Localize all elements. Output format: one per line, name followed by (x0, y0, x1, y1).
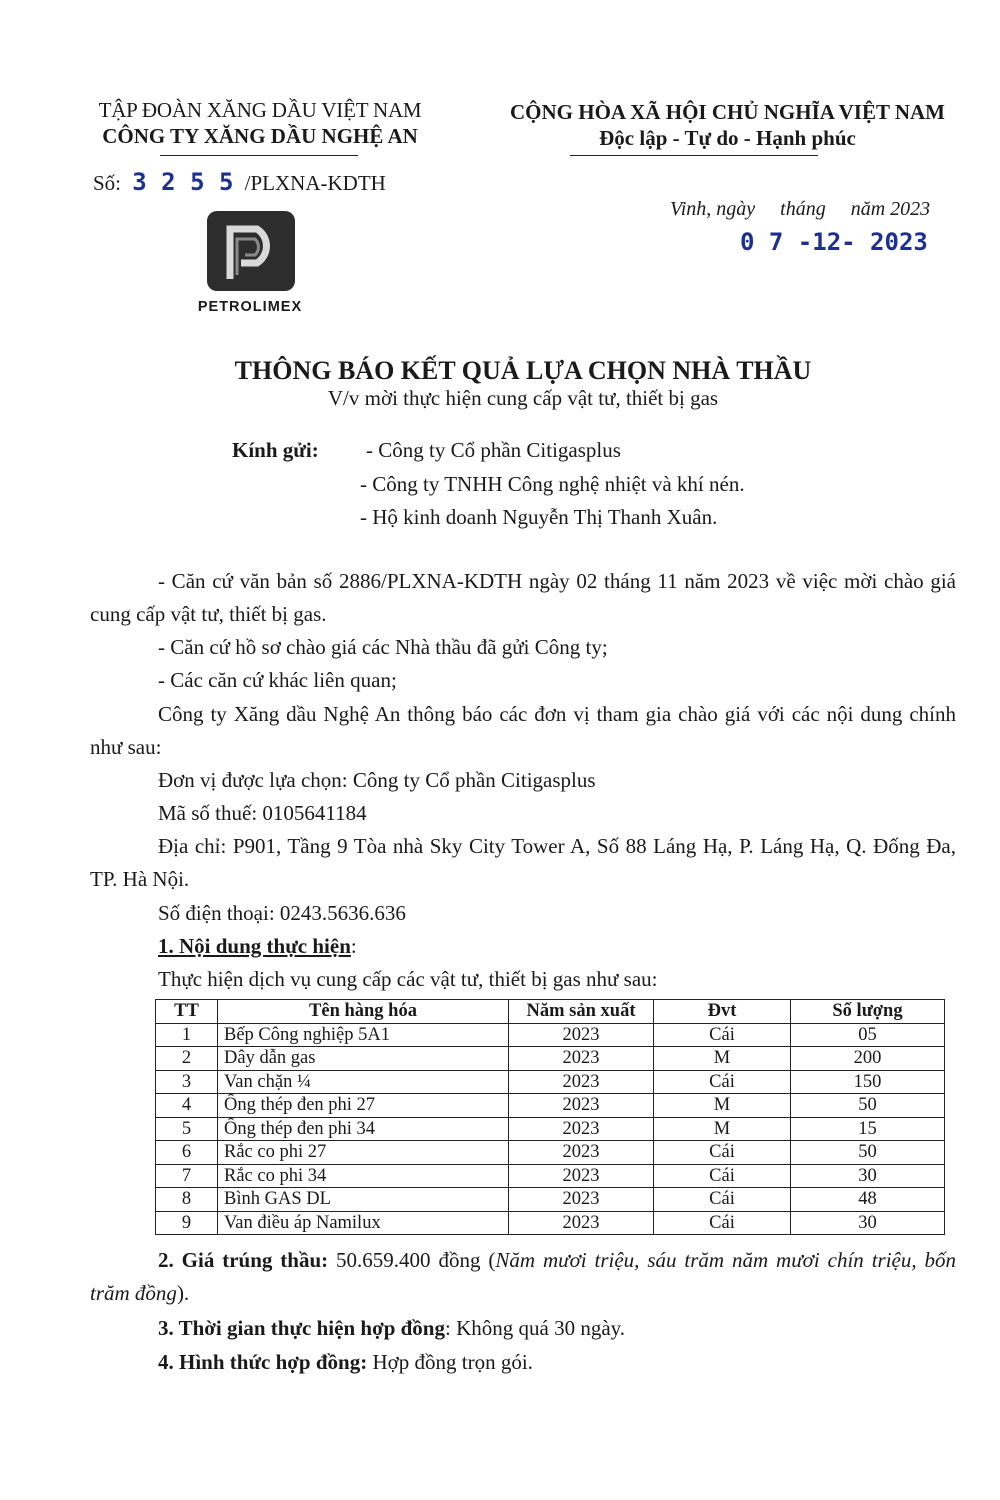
basis-paragraph-1: - Căn cứ văn bản số 2886/PLXNA-KDTH ngày 02 tháng 11 năm 2023 về việc mời chào giá cung cấp vật tư, thiết bị gas. (90, 569, 956, 626)
recipient-item: - Công ty TNHH Công nghệ nhiệt và khí nén. (360, 471, 745, 496)
petrolimex-logo-icon (185, 211, 315, 291)
cell-year: 2023 (509, 1211, 654, 1235)
cell-tt: 2 (156, 1047, 218, 1071)
table-row (156, 1094, 945, 1118)
cell-tt: 3 (156, 1070, 218, 1094)
section-2-winning-price (90, 1244, 956, 1310)
cell-unit: Cái (654, 1023, 791, 1047)
date-stamp: 0 7 -12- 2023 (740, 228, 928, 256)
intro-paragraph: Công ty Xăng dầu Nghệ An thông báo các đơn vị tham gia chào giá với các nội dung chính như sau: (90, 702, 956, 759)
cell-tt: 9 (156, 1211, 218, 1235)
table-row (156, 1047, 945, 1071)
cell-quantity: 50 (791, 1141, 945, 1165)
section-1-colon: : (350, 934, 357, 958)
ref-suffix: /PLXNA-KDTH (244, 171, 386, 195)
cell-item-name: Bình GAS DL (218, 1188, 509, 1212)
cell-year: 2023 (509, 1023, 654, 1047)
column-header-quantity: Số lượng (791, 1000, 945, 1024)
selected-contractor: Đơn vị được lựa chọn: Công ty Cổ phần Citigasplus (158, 768, 596, 792)
recipients-label: Kính gửi: (232, 438, 319, 462)
table-row (156, 1141, 945, 1165)
section-2-amount-words: Năm mươi triệu, sáu trăm năm mươi chín triệu, bốn trăm đồng (90, 1248, 957, 1305)
table-row (156, 1070, 945, 1094)
cell-year: 2023 (509, 1117, 654, 1141)
table-row (156, 1211, 945, 1235)
cell-quantity: 30 (791, 1164, 945, 1188)
document-title: THÔNG BÁO KẾT QUẢ LỰA CHỌN NHÀ THẦU (234, 356, 812, 385)
ref-prefix: Số: (93, 171, 122, 195)
cell-quantity: 15 (791, 1117, 945, 1141)
recipient-item: - Công ty Cổ phần Citigasplus (366, 438, 621, 462)
cell-item-name: Van điều áp Namilux (218, 1211, 509, 1235)
section-1-heading (90, 930, 956, 963)
cell-year: 2023 (509, 1164, 654, 1188)
recipient-item: - Hộ kinh doanh Nguyễn Thị Thanh Xuân. (360, 505, 718, 529)
cell-unit: Cái (654, 1164, 791, 1188)
ref-number-stamp: 3 2 5 5 (132, 168, 234, 196)
cell-unit: Cái (654, 1070, 791, 1094)
cell-year: 2023 (509, 1070, 654, 1094)
company-name: CÔNG TY XĂNG DẦU NGHỆ AN (102, 124, 418, 148)
cell-year: 2023 (509, 1141, 654, 1165)
contractor-address: Địa chỉ: P901, Tầng 9 Tòa nhà Sky City Tower A, Số 88 Láng Hạ, P. Láng Hạ, Q. Đống Đa, TP. Hà Nội. (90, 834, 956, 891)
nation-motto: Độc lập - Tự do - Hạnh phúc (599, 126, 856, 150)
cell-unit: Cái (654, 1211, 791, 1235)
contractor-phone: Số điện thoại: 0243.5636.636 (158, 901, 406, 925)
section-1-description: Thực hiện dịch vụ cung cấp các vật tư, thiết bị gas như sau: (158, 967, 658, 991)
section-3-label: 3. Thời gian thực hiện hợp đồng (158, 1316, 445, 1340)
section-2-end: ). (176, 1281, 190, 1305)
column-header-item-name: Tên hàng hóa (218, 1000, 509, 1024)
cell-tt: 8 (156, 1188, 218, 1212)
basis-paragraph-3: - Các căn cứ khác liên quan; (158, 668, 397, 692)
cell-tt: 7 (156, 1164, 218, 1188)
org-name-group (70, 97, 450, 151)
section-3-duration (90, 1312, 956, 1345)
cell-tt: 1 (156, 1023, 218, 1047)
basis-paragraph-2: - Căn cứ hồ sơ chào giá các Nhà thầu đã gửi Công ty; (158, 635, 608, 659)
cell-tt: 5 (156, 1117, 218, 1141)
cell-unit: Cái (654, 1141, 791, 1165)
column-header-unit: Đvt (654, 1000, 791, 1024)
motto-underline (570, 155, 818, 156)
cell-item-name: Ống thép đen phi 27 (218, 1094, 509, 1118)
cell-year: 2023 (509, 1188, 654, 1212)
date-line: Vinh, ngày tháng năm 2023 (670, 198, 931, 220)
cell-unit: Cái (654, 1188, 791, 1212)
recipient-list (360, 434, 745, 535)
cell-item-name: Rắc co phi 34 (218, 1164, 509, 1188)
cell-year: 2023 (509, 1094, 654, 1118)
org-underline (160, 155, 358, 156)
cell-item-name: Bếp Công nghiệp 5A1 (218, 1023, 509, 1047)
section-2-value: 50.659.400 đồng ( (328, 1248, 496, 1272)
cell-quantity: 50 (791, 1094, 945, 1118)
table-row (156, 1164, 945, 1188)
tax-code: Mã số thuế: 0105641184 (158, 801, 367, 825)
cell-quantity: 48 (791, 1188, 945, 1212)
cell-item-name: Rắc co phi 27 (218, 1141, 509, 1165)
cell-item-name: Ống thép đen phi 34 (218, 1117, 509, 1141)
column-header-tt: TT (156, 1000, 218, 1024)
cell-quantity: 30 (791, 1211, 945, 1235)
cell-item-name: Dây dẫn gas (218, 1047, 509, 1071)
cell-year: 2023 (509, 1047, 654, 1071)
cell-tt: 4 (156, 1094, 218, 1118)
table-row (156, 1188, 945, 1212)
cell-unit: M (654, 1094, 791, 1118)
section-2-label: 2. Giá trúng thầu: (158, 1248, 329, 1272)
cell-quantity: 05 (791, 1023, 945, 1047)
column-header-year: Năm sản xuất (509, 1000, 654, 1024)
document-reference (93, 167, 386, 198)
cell-unit: M (654, 1117, 791, 1141)
section-4-label: 4. Hình thức hợp đồng: (158, 1350, 368, 1374)
document-subject: V/v mời thực hiện cung cấp vật tư, thiết bị gas (327, 386, 719, 410)
section-3-value: : Không quá 30 ngày. (445, 1316, 626, 1340)
logo-wordmark: PETROLIMEX (197, 299, 303, 315)
petrolimex-logo (185, 211, 315, 321)
cell-unit: M (654, 1047, 791, 1071)
table-row (156, 1023, 945, 1047)
parent-org-name: TẬP ĐOÀN XĂNG DẦU VIỆT NAM (98, 98, 422, 122)
section-4-contract-type (90, 1346, 956, 1379)
nation-name: CỘNG HÒA XÃ HỘI CHỦ NGHĨA VIỆT NAM (509, 100, 946, 124)
cell-tt: 6 (156, 1141, 218, 1165)
national-heading (470, 99, 985, 151)
cell-quantity: 150 (791, 1070, 945, 1094)
table-row (156, 1117, 945, 1141)
cell-quantity: 200 (791, 1047, 945, 1071)
cell-item-name: Van chặn ¼ (218, 1070, 509, 1094)
section-1-title: 1. Nội dung thực hiện (158, 934, 351, 958)
section-4-value: Hợp đồng trọn gói. (367, 1350, 533, 1374)
items-table (155, 999, 945, 1235)
table-header-row (156, 1000, 945, 1024)
